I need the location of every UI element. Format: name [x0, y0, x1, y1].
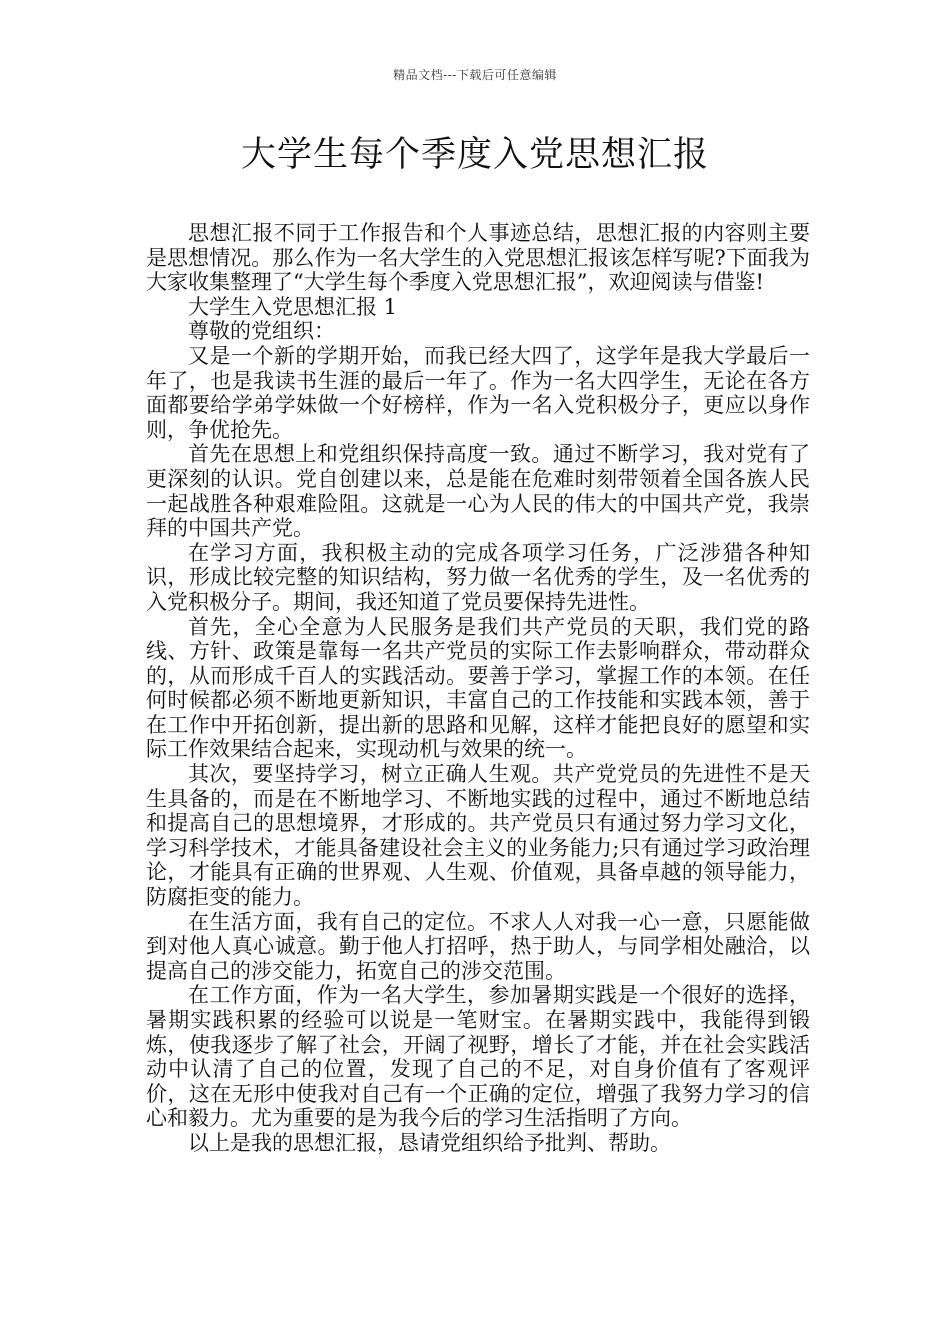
- body-paragraph: 又是一个新的学期开始，而我已经大四了，这学年是我大学最后一年了，也是我读书生涯的最后一年了。作为一名大四学生，无论在各方面都要给学弟学妹做一个好榜样，作为一名入党积极分子，更应以身作则，争优抢先。: [146, 343, 810, 442]
- body-paragraph: 首先在思想上和党组织保持高度一致。通过不断学习，我对党有了更深刻的认识。党自创建以来，总是能在危难时刻带领着全国各族人民一起战胜各种艰难险阻。这就是一心为人民的伟大的中国共产党，我崇拜的中国共产党。: [146, 442, 810, 541]
- document-body: [146, 221, 810, 1156]
- salutation: 尊敬的党组织：: [188, 319, 335, 344]
- body-paragraph: 首先，全心全意为人民服务是我们共产党员的天职，我们党的路线、方针、政策是靠每一名共产党员的实际工作去影响群众，带动群众的，从而形成千百人的实践活动。要善于学习，掌握工作的本领。在任何时候都必须不断地更新知识，丰富自己的工作技能和实践本领，善于在工作中开拓创新，提出新的思路和见解，这样才能把良好的愿望和实际工作效果结合起来，实现动机与效果的统一。: [146, 614, 810, 762]
- body-paragraph: 在学习方面，我积极主动的完成各项学习任务，广泛涉猎各种知识，形成比较完整的知识结构，努力做一名优秀的学生，及一名优秀的入党积极分子。期间，我还知道了党员要保持先进性。: [146, 540, 810, 614]
- intro-paragraph: 思想汇报不同于工作报告和个人事迹总结，思想汇报的内容则主要是思想情况。那么作为一名大学生的入党思想汇报该怎样写呢?下面我为大家收集整理了“大学生每个季度入党思想汇报”，欢迎阅读与借鉴!: [146, 221, 810, 295]
- body-paragraph: 在生活方面，我有自己的定位。不求人人对我一心一意，只愿能做到对他人真心诚意。勤于他人打招呼，热于助人，与同学相处融洽，以提高自己的涉交能力，拓宽自己的涉交范围。: [146, 909, 810, 983]
- document-header-note: 精品文档---下载后可任意编辑: [393, 68, 557, 82]
- document-title: 大学生每个季度入党思想汇报: [240, 135, 709, 175]
- closing-paragraph: 以上是我的思想汇报，恳请党组织给予批判、帮助。: [188, 1130, 671, 1155]
- body-paragraph: 其次，要坚持学习，树立正确人生观。共产党党员的先进性不是天生具备的，而是在不断地学习、不断地实践的过程中，通过不断地总结和提高自己的思想境界，才形成的。共产党员只有通过努力学习文化，学习科学技术，才能具备建设社会主义的业务能力;只有通过学习政治理论，才能具有正确的世界观、人生观、价值观，具备卓越的领导能力，防腐拒变的能力。: [146, 762, 810, 910]
- body-paragraph: 在工作方面，作为一名大学生，参加暑期实践是一个很好的选择，暑期实践积累的经验可以说是一笔财宝。在暑期实践中，我能得到锻炼，使我逐步了解了社会，开阔了视野，增长了才能，并在社会实践活动中认清了自己的位置，发现了自己的不足，对自身价值有了客观评价，这在无形中使我对自己有一个正确的定位，增强了我努力学习的信心和毅力。尤为重要的是为我今后的学习生活指明了方向。: [146, 983, 810, 1131]
- section-heading: 大学生入党思想汇报 1: [188, 294, 398, 319]
